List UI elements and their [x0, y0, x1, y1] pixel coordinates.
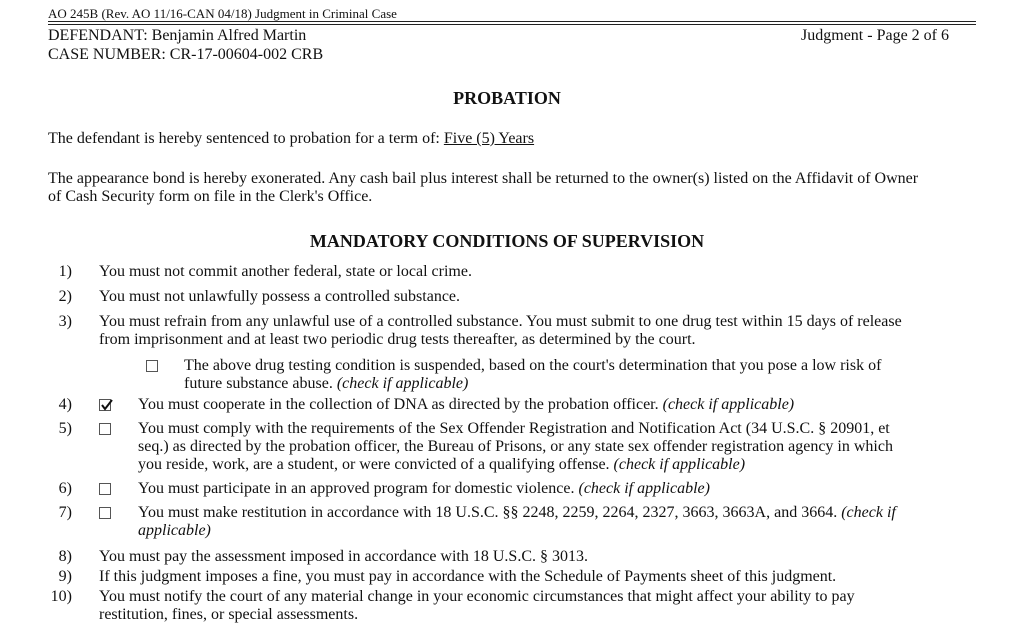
- condition-text: [99, 313, 979, 349]
- check-if-applicable-note: (check if applicable): [578, 480, 710, 497]
- check-if-applicable-note: (check if applicable): [613, 456, 746, 473]
- condition-text-fragment: you reside, work, are a student, or were convicted of a qualifying offense.: [138, 456, 610, 473]
- condition-text: [138, 504, 983, 540]
- mandatory-conditions-title: MANDATORY CONDITIONS OF SUPERVISION: [309, 231, 705, 251]
- condition-text-line: You must refrain from any unlawful use of a controlled substance. You must submit to one drug test within 15 days of release: [99, 313, 902, 330]
- bond-paragraph: [48, 170, 978, 206]
- condition-text-line: from imprisonment and at least two periodic drug tests thereafter, as determined by the court.: [99, 331, 696, 348]
- form-identifier: AO 245B (Rev. AO 11/16-CAN 04/18) Judgment in Criminal Case: [48, 6, 397, 21]
- dna-collection-checkbox[interactable]: [99, 399, 111, 411]
- condition-number: 8): [58, 548, 72, 565]
- condition-text-line: seq.) as directed by the probation officer, the Bureau of Prisons, or any state sex offender registration agency in which: [138, 438, 893, 455]
- condition-number: 4): [58, 396, 72, 413]
- check-if-applicable-note: (check if applicable): [336, 375, 469, 392]
- header-rule-top: [48, 21, 976, 22]
- probation-term: [48, 130, 978, 148]
- condition-text-fragment: future substance abuse.: [184, 375, 333, 392]
- defendant-line: DEFENDANT: Benjamin Alfred Martin: [48, 27, 307, 44]
- condition-number: 6): [58, 480, 72, 497]
- condition-number: 1): [58, 263, 72, 280]
- condition-text: If this judgment imposes a fine, you must pay in accordance with the Schedule of Payments sheet of this judgment.: [99, 568, 837, 585]
- condition-text-fragment: You must make restitution in accordance with 18 U.S.C. §§ 2248, 2259, 2264, 2327, 3663, 3663A, and 3664.: [138, 504, 838, 521]
- condition-text: You must pay the assessment imposed in accordance with 18 U.S.C. § 3013.: [99, 548, 588, 565]
- condition-text: [99, 588, 979, 624]
- check-if-applicable-note: applicable): [138, 522, 211, 539]
- bond-line-2: of Cash Security form on file in the Clerk's Office.: [48, 188, 373, 205]
- page-label: Judgment - Page 2 of 6: [801, 27, 949, 44]
- condition-text-line: restitution, fines, or special assessments.: [99, 606, 359, 623]
- checkmark-icon: [100, 398, 114, 412]
- condition-number: 2): [58, 288, 72, 305]
- header-rule-bottom: [48, 24, 976, 25]
- check-if-applicable-note: (check if applicable): [662, 396, 795, 413]
- condition-text: You must not unlawfully possess a controlled substance.: [99, 288, 461, 305]
- condition-text-line: [138, 456, 983, 474]
- condition-text: [138, 396, 983, 414]
- probation-title: PROBATION: [453, 88, 561, 108]
- sorna-checkbox[interactable]: [99, 423, 111, 435]
- condition-text: You must not commit another federal, state or local crime.: [99, 263, 472, 280]
- domestic-violence-program-checkbox[interactable]: [99, 483, 111, 495]
- condition-number: 5): [58, 420, 72, 437]
- case-number-line: CASE NUMBER: CR-17-00604-002 CRB: [48, 46, 324, 63]
- condition-number: 7): [58, 504, 72, 521]
- condition-text-fragment: You must participate in an approved program for domestic violence.: [138, 480, 575, 497]
- condition-text: [138, 480, 983, 498]
- condition-text-line: You must comply with the requirements of the Sex Offender Registration and Notification Act (34 U.S.C. § 20901, et: [138, 420, 890, 437]
- condition-text-line: The above drug testing condition is suspended, based on the court's determination that you pose a low risk of: [184, 357, 882, 374]
- condition-text-line: [138, 504, 983, 522]
- check-if-applicable-note: (check if: [841, 504, 896, 521]
- restitution-checkbox[interactable]: [99, 507, 111, 519]
- condition-text-fragment: You must cooperate in the collection of DNA as directed by the probation officer.: [138, 396, 659, 413]
- condition-number: 10): [50, 588, 72, 605]
- bond-line-1: The appearance bond is hereby exonerated. Any cash bail plus interest shall be returned to the owner(s) listed on the Affidavit of Owner: [48, 170, 919, 187]
- condition-number: 9): [58, 568, 72, 585]
- condition-number: 3): [58, 313, 72, 330]
- probation-term-value: Five (5) Years: [443, 130, 535, 147]
- condition-text: [138, 420, 983, 474]
- condition-text-line: You must notify the court of any material change in your economic circumstances that might affect your ability to pay: [99, 588, 855, 605]
- condition-text: [184, 357, 984, 393]
- condition-text-line: [184, 375, 984, 393]
- drug-test-suspended-checkbox[interactable]: [146, 360, 158, 372]
- probation-term-prefix: The defendant is hereby sentenced to probation for a term of:: [48, 130, 440, 147]
